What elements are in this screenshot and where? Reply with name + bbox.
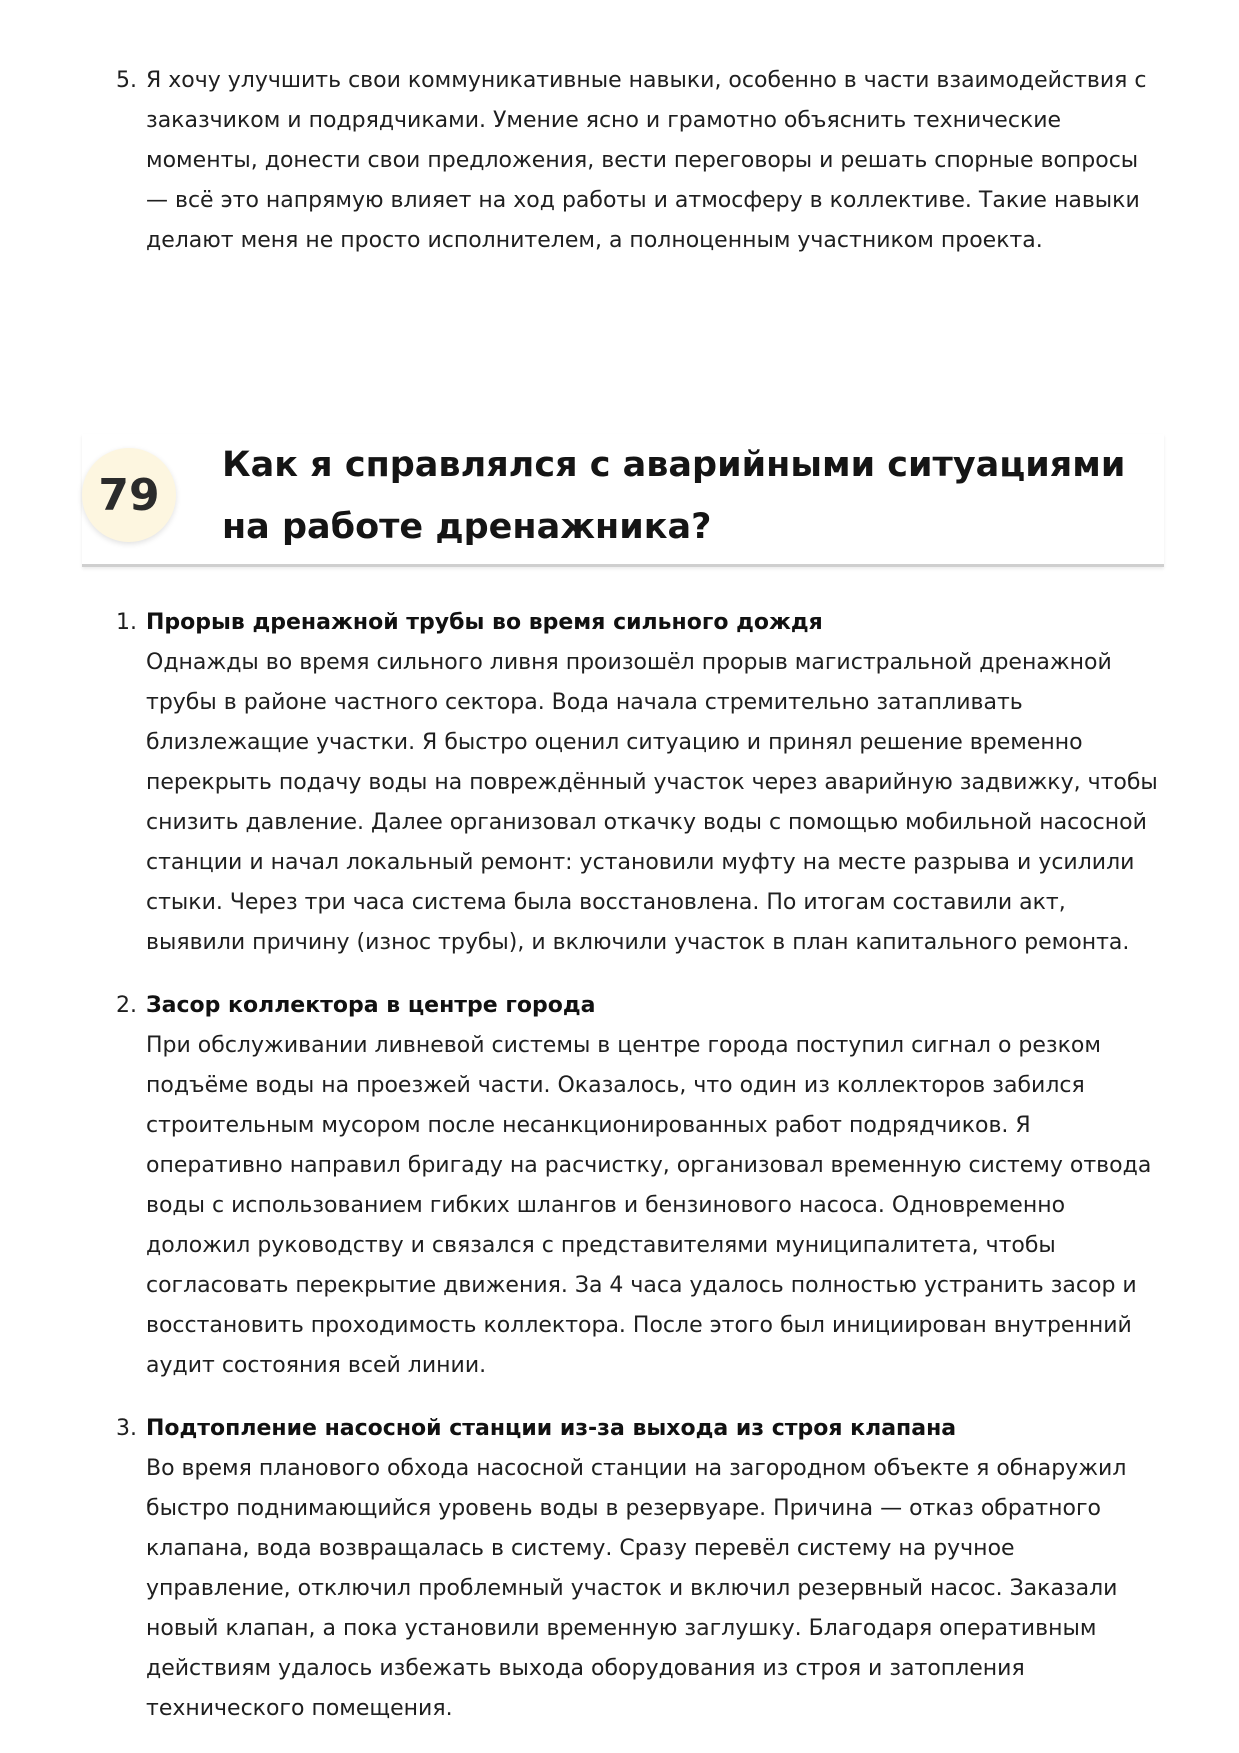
intro-list bbox=[0, 61, 1239, 261]
section-number-badge: 79 bbox=[82, 448, 176, 542]
list-item-number: 1. bbox=[116, 610, 137, 635]
list-item-number: 5. bbox=[116, 68, 137, 93]
list-item-text: Во время планового обхода насосной станции на загородном объекте я обнаружил быстро поднимающийся уровень воды в резервуаре. Причина — отказ обратного клапана, вода возвращалась в систему. Сразу перевёл систему на ручное управление, отключил проблемный участок и включил резервный насос. Заказали новый клапан, а пока установили временную заглушку. Благодаря оперативным действиям удалось избежать выхода оборудования из строя и затопления технического помещения. bbox=[146, 1456, 1127, 1721]
list-item-title: Подтопление насосной станции из-за выхода из строя клапана bbox=[146, 1416, 957, 1441]
list-item bbox=[0, 61, 1239, 261]
section-title: Как я справлялся с аварийными ситуациями на работе дренажника? bbox=[222, 445, 1126, 547]
list-item-text: Однажды во время сильного ливня произошёл прорыв магистральной дренажной трубы в районе частного сектора. Вода начала стремительно затапливать близлежащие участки. Я быстро оценил ситуацию и принял решение временно перекрыть подачу воды на повреждённый участок через аварийную задвижку, чтобы снизить давление. Далее организовал откачку воды с помощью мобильной насосной станции и начал локальный ремонт: установили муфту на месте разрыва и усилили стыки. Через три часа система была восстановлена. По итогам составили акт, выявили причину (износ трубы), и включили участок в план капитального ремонта. bbox=[146, 650, 1158, 955]
section-heading bbox=[82, 434, 1164, 567]
list-item bbox=[0, 1409, 1239, 1729]
list-item-text: Я хочу улучшить свои коммуникативные навыки, особенно в части взаимодействия с заказчиком и подрядчиками. Умение ясно и грамотно объяснить технические моменты, донести свои предложения, вести переговоры и решать спорные вопросы — всё это напрямую влияет на ход работы и атмосферу в коллективе. Такие навыки делают меня не просто исполнителем, а полноценным участником проекта. bbox=[146, 68, 1147, 253]
list-item bbox=[0, 986, 1239, 1386]
list-item-number: 3. bbox=[116, 1416, 137, 1441]
list-item-number: 2. bbox=[116, 993, 137, 1018]
list-item-title: Прорыв дренажной трубы во время сильного дождя bbox=[146, 610, 823, 635]
list-item bbox=[0, 603, 1239, 963]
list-item-title: Засор коллектора в центре города bbox=[146, 993, 596, 1018]
incident-list bbox=[0, 603, 1239, 1752]
list-item-text: При обслуживании ливневой системы в центре города поступил сигнал о резком подъёме воды на проезжей части. Оказалось, что один из коллекторов забился строительным мусором после несанкционированных работ подрядчиков. Я оперативно направил бригаду на расчистку, организовал временную систему отвода воды с использованием гибких шлангов и бензинового насоса. Одновременно доложил руководству и связался с представителями муниципалитета, чтобы согласовать перекрытие движения. За 4 часа удалось полностью устранить засор и восстановить проходимость коллектора. После этого был инициирован внутренний аудит состояния всей линии. bbox=[146, 1033, 1152, 1378]
